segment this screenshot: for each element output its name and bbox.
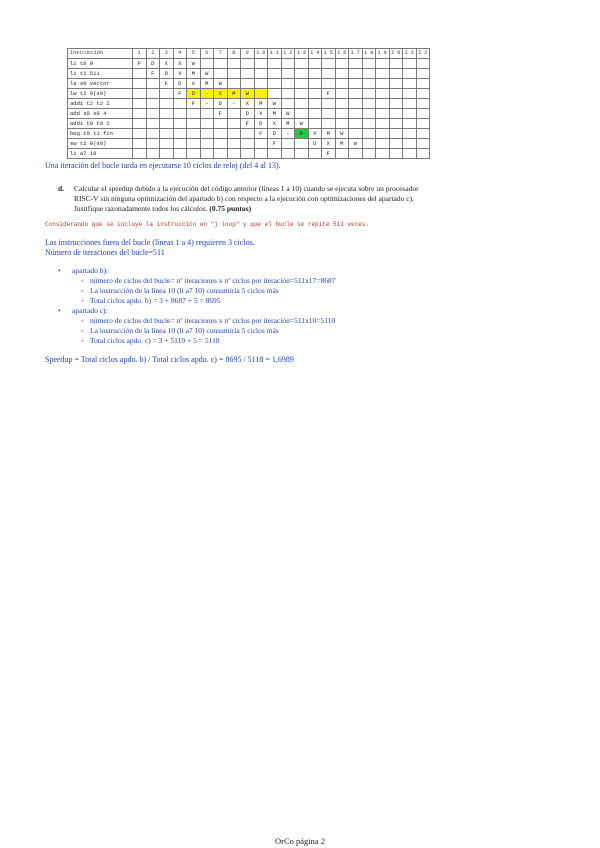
stage-cell (227, 119, 241, 129)
stage-cell (335, 89, 349, 99)
pipeline-header-cycle: 8 (227, 49, 241, 59)
stage-cell (416, 59, 430, 69)
stage-cell (133, 119, 147, 129)
pipeline-header-cycle: 4 (173, 49, 187, 59)
stage-cell: F (187, 99, 201, 109)
stage-cell (308, 119, 322, 129)
stage-cell (322, 79, 336, 89)
stage-cell (403, 129, 417, 139)
stage-cell (133, 139, 147, 149)
stage-cell: D (241, 109, 255, 119)
stage-cell (187, 129, 201, 139)
stage-cell (376, 149, 390, 159)
stage-cell (200, 149, 214, 159)
stage-cell: X (241, 99, 255, 109)
intro-line-1: Las instrucciones fuera del bucle (líneas 1 a 4) requieren 3 ciclos. (45, 238, 255, 247)
stage-cell (335, 99, 349, 109)
stage-cell (281, 149, 295, 159)
stage-cell: M (268, 109, 282, 119)
pipeline-header-cycle: 5 (187, 49, 201, 59)
stage-cell: D (308, 139, 322, 149)
stage-cell (146, 149, 160, 159)
stage-cell: F (254, 129, 268, 139)
stage-cell (133, 79, 147, 89)
stage-cell: F (173, 89, 187, 99)
stage-cell (295, 149, 309, 159)
stage-cell (227, 129, 241, 139)
stage-cell: W (214, 79, 228, 89)
stage-cell (254, 89, 268, 99)
stage-cell: X (173, 59, 187, 69)
stage-cell (362, 129, 376, 139)
stage-cell (403, 119, 417, 129)
stage-cell (160, 119, 174, 129)
pipeline-row (68, 109, 430, 119)
pipeline-header-cycle: 1 6 (335, 49, 349, 59)
pipeline-header-cycle: 2 (146, 49, 160, 59)
stage-cell (376, 99, 390, 109)
stage-cell (160, 109, 174, 119)
stage-cell (416, 119, 430, 129)
stage-cell (295, 59, 309, 69)
stage-cell (389, 79, 403, 89)
stage-cell (200, 109, 214, 119)
stage-cell (214, 119, 228, 129)
stage-cell (268, 89, 282, 99)
pipeline-header-cycle: 1 3 (295, 49, 309, 59)
pipeline-row (68, 119, 430, 129)
stage-cell (389, 149, 403, 159)
instruction-cell: beq t0 t1 fin (68, 129, 133, 139)
speedup-line: Speedup = Total ciclos apdo. b) / Total ciclos apdo. c) = 8695 / 5118 = 1,6989 (45, 355, 294, 364)
stage-cell (349, 109, 363, 119)
stage-cell (254, 69, 268, 79)
stage-cell (281, 89, 295, 99)
stage-cell: X (214, 89, 228, 99)
stage-cell (389, 109, 403, 119)
instruction-cell: add s0 s0 4 (68, 109, 133, 119)
stage-cell (268, 79, 282, 89)
pipeline-row (68, 59, 430, 69)
stage-cell (295, 109, 309, 119)
stage-cell (146, 119, 160, 129)
stage-cell (295, 79, 309, 89)
stage-cell (146, 109, 160, 119)
stage-cell (403, 59, 417, 69)
stage-cell (214, 149, 228, 159)
stage-cell (227, 69, 241, 79)
sub-item: ◦ La instrucción de la línea 10 (li a7 10) consumiría 5 ciclos más (72, 286, 336, 296)
stage-cell (187, 149, 201, 159)
stage-cell (376, 79, 390, 89)
stage-cell: - (281, 129, 295, 139)
sub-item: ◦ Total ciclos apdo. c) = 3 + 5110 + 5 = 5118 (72, 336, 336, 346)
stage-cell: W (187, 59, 201, 69)
stage-cell (173, 99, 187, 109)
stage-cell (376, 89, 390, 99)
stage-cell: D (254, 119, 268, 129)
stage-cell (403, 139, 417, 149)
sub-item: ◦ La instrucción de la línea 10 (li a7 10) consumiría 5 ciclos más (72, 326, 336, 336)
stage-cell (335, 69, 349, 79)
stage-cell (227, 79, 241, 89)
stage-cell (376, 69, 390, 79)
stage-cell (146, 139, 160, 149)
stage-cell (349, 119, 363, 129)
stage-cell: W (200, 69, 214, 79)
stage-cell (200, 119, 214, 129)
stage-cell (160, 89, 174, 99)
stage-cell (133, 89, 147, 99)
pipeline-row (68, 99, 430, 109)
stage-cell (227, 149, 241, 159)
stage-cell (335, 79, 349, 89)
stage-cell (362, 79, 376, 89)
stage-cell (322, 109, 336, 119)
pipeline-header-cycle: 1 8 (362, 49, 376, 59)
stage-cell (200, 139, 214, 149)
stage-cell (376, 109, 390, 119)
stage-cell (160, 139, 174, 149)
stage-cell (254, 149, 268, 159)
stage-cell (376, 139, 390, 149)
stage-cell: W (268, 99, 282, 109)
stage-cell (173, 149, 187, 159)
stage-cell: F (133, 59, 147, 69)
sub-item: ◦ número de ciclos del bucle= nº iteraciones x nº ciclos por iteración=511x17=8687 (72, 276, 336, 286)
stage-cell (214, 129, 228, 139)
stage-cell (335, 109, 349, 119)
stage-cell (322, 119, 336, 129)
pipeline-header-cycle: 2 0 (389, 49, 403, 59)
stage-cell: M (335, 139, 349, 149)
pipeline-header-cycle: 2 1 (403, 49, 417, 59)
stage-cell (200, 59, 214, 69)
pipeline-header-cycle: 1 9 (376, 49, 390, 59)
stage-cell (335, 149, 349, 159)
stage-cell (416, 139, 430, 149)
stage-cell (349, 89, 363, 99)
stage-cell (403, 89, 417, 99)
stage-cell: D (173, 79, 187, 89)
instruction-cell: lw t2 0(s0) (68, 89, 133, 99)
stage-cell (416, 109, 430, 119)
pipeline-header-cycle: 1 7 (349, 49, 363, 59)
pipeline-header-cycle: 7 (214, 49, 228, 59)
stage-cell (173, 129, 187, 139)
stage-cell (214, 69, 228, 79)
stage-cell (416, 89, 430, 99)
stage-cell: W (295, 119, 309, 129)
stage-cell (173, 119, 187, 129)
stage-cell (295, 99, 309, 109)
bullet-apartado-c (58, 306, 336, 346)
stage-cell (146, 99, 160, 109)
stage-cell (308, 99, 322, 109)
stage-cell (214, 139, 228, 149)
stage-cell (335, 59, 349, 69)
pipeline-row (68, 89, 430, 99)
question-body: Calcular el speedup debido a la ejecución del código anterior (líneas 1 a 10) cuando se ejecuta sobre un procesador RISC-V sin ninguna optimización del apartado b) con respecto a la ejecución con optimizaciones del apartado c). Justifique razonadamente todos los cálculos. (74, 184, 419, 213)
instruction-cell: la s0 vector (68, 79, 133, 89)
stage-cell: D (268, 129, 282, 139)
stage-cell (349, 79, 363, 89)
stage-cell (227, 139, 241, 149)
stage-cell (241, 69, 255, 79)
stage-cell (160, 99, 174, 109)
stage-cell: F (146, 69, 160, 79)
stage-cell (362, 139, 376, 149)
stage-cell: M (254, 99, 268, 109)
stage-cell (227, 59, 241, 69)
stage-cell (146, 89, 160, 99)
pipeline-row (68, 149, 430, 159)
stage-cell: X (254, 109, 268, 119)
stage-cell: M (227, 89, 241, 99)
stage-cell: D (295, 129, 309, 139)
pipeline-row (68, 129, 430, 139)
stage-cell: D (146, 59, 160, 69)
stage-cell (416, 99, 430, 109)
stage-cell (416, 149, 430, 159)
stage-cell (187, 109, 201, 119)
stage-cell (322, 99, 336, 109)
stage-cell (133, 109, 147, 119)
stage-cell (281, 99, 295, 109)
stage-cell: - (200, 99, 214, 109)
stage-cell: D (214, 99, 228, 109)
stage-cell (308, 149, 322, 159)
page-footer: OrCo página 2 (274, 836, 326, 846)
stage-cell (281, 69, 295, 79)
stage-cell (281, 139, 295, 149)
stage-cell: F (322, 89, 336, 99)
sub-item: ◦ número de ciclos del bucle= nº iteraciones x nº ciclos por iteración=511x10=5110 (72, 316, 336, 326)
stage-cell: W (335, 129, 349, 139)
pipeline-header-cycle: 1 4 (308, 49, 322, 59)
stage-cell (389, 69, 403, 79)
pipeline-header-cycle: 1 2 (281, 49, 295, 59)
stage-cell (416, 79, 430, 89)
stage-cell (403, 69, 417, 79)
pipeline-header-cycle: 1 (133, 49, 147, 59)
stage-cell: X (173, 69, 187, 79)
bullet-label: apartado b): (72, 266, 109, 275)
stage-cell (403, 79, 417, 89)
stage-cell (308, 79, 322, 89)
stage-cell: W (281, 109, 295, 119)
stage-cell (362, 119, 376, 129)
stage-cell (254, 139, 268, 149)
stage-cell: D (187, 89, 201, 99)
instruction-cell: addi t0 t0 1 (68, 119, 133, 129)
stage-cell (268, 149, 282, 159)
stage-cell: M (322, 129, 336, 139)
stage-cell: F (160, 79, 174, 89)
stage-cell (362, 59, 376, 69)
instruction-cell: li t1 511 (68, 69, 133, 79)
stage-cell (403, 109, 417, 119)
pipeline-header-row (68, 49, 430, 59)
stage-cell: D (160, 69, 174, 79)
instruction-cell: sw t2 0(s0) (68, 139, 133, 149)
stage-cell: X (160, 59, 174, 69)
stage-cell (254, 79, 268, 89)
stage-cell (241, 139, 255, 149)
stage-cell (146, 79, 160, 89)
stage-cell (376, 129, 390, 139)
stage-cell: X (322, 139, 336, 149)
pipeline-table (67, 48, 430, 159)
pipeline-header-cycle: 2 2 (416, 49, 430, 59)
pipeline-header-cycle: 1 0 (254, 49, 268, 59)
stage-cell (160, 129, 174, 139)
stage-cell (241, 129, 255, 139)
stage-cell (349, 129, 363, 139)
stage-cell (133, 99, 147, 109)
iteration-note: Una iteración del bucle tarda en ejecutarse 10 ciclos de reloj (del 4 al 13). (45, 161, 281, 170)
pipeline-header-cycle: 6 (200, 49, 214, 59)
stage-cell (308, 109, 322, 119)
stage-cell (308, 89, 322, 99)
stage-cell (241, 79, 255, 89)
stage-cell: M (200, 79, 214, 89)
stage-cell (241, 59, 255, 69)
stage-cell (389, 89, 403, 99)
stage-cell (349, 99, 363, 109)
pipeline-row (68, 139, 430, 149)
stage-cell (362, 109, 376, 119)
stage-cell (133, 69, 147, 79)
stage-cell (376, 119, 390, 129)
stage-cell (200, 129, 214, 139)
instruction-cell: li a7 10 (68, 149, 133, 159)
stage-cell (335, 119, 349, 129)
pipeline-row (68, 79, 430, 89)
stage-cell (389, 59, 403, 69)
pipeline-header-cycle: 1 1 (268, 49, 282, 59)
stage-cell (146, 129, 160, 139)
stage-cell (389, 99, 403, 109)
stage-cell (268, 69, 282, 79)
instruction-cell: li t0 0 (68, 59, 133, 69)
question-points: (0.75 puntos) (209, 204, 252, 213)
stage-cell (349, 149, 363, 159)
bullet-label: apartado c): (72, 306, 108, 315)
stage-cell (308, 69, 322, 79)
question-text (74, 184, 428, 214)
stage-cell (295, 89, 309, 99)
stage-cell (403, 149, 417, 159)
stage-cell (254, 59, 268, 69)
stage-cell (133, 149, 147, 159)
stage-cell (362, 99, 376, 109)
stage-cell: F (268, 139, 282, 149)
stage-cell: M (281, 119, 295, 129)
stage-cell: X (268, 119, 282, 129)
stage-cell (362, 89, 376, 99)
stage-cell (214, 59, 228, 69)
stage-cell (376, 59, 390, 69)
stage-cell (160, 149, 174, 159)
stage-cell (322, 69, 336, 79)
bullet-list (58, 266, 336, 346)
stage-cell: - (200, 89, 214, 99)
stage-cell (173, 139, 187, 149)
pipeline-header-instruction: Instrucción (68, 49, 133, 59)
stage-cell: W (241, 89, 255, 99)
stage-cell (281, 79, 295, 89)
stage-cell (308, 59, 322, 69)
stage-cell (389, 129, 403, 139)
stage-cell: X (308, 129, 322, 139)
stage-cell (389, 139, 403, 149)
stage-cell (295, 69, 309, 79)
stage-cell (403, 99, 417, 109)
stage-cell (133, 129, 147, 139)
instruction-cell: addi t2 t2 2 (68, 99, 133, 109)
stage-cell: X (187, 79, 201, 89)
stage-cell: M (187, 69, 201, 79)
stage-cell: F (322, 149, 336, 159)
stage-cell: W (349, 139, 363, 149)
stage-cell (362, 149, 376, 159)
pipeline-row (68, 69, 430, 79)
stage-cell (268, 59, 282, 69)
stage-cell (173, 109, 187, 119)
bullet-apartado-b (58, 266, 336, 306)
sub-item: ◦ Total ciclos apdo. b) = 3 + 8687 + 5 = 8695 (72, 296, 336, 306)
stage-cell (227, 109, 241, 119)
pipeline-header-cycle: 3 (160, 49, 174, 59)
question-letter: d. (58, 184, 65, 193)
stage-cell (349, 69, 363, 79)
stage-cell (295, 139, 309, 149)
intro-line-2: Número de iteraciones del bucle=511 (45, 248, 165, 257)
pipeline-header-cycle: 9 (241, 49, 255, 59)
stage-cell (241, 149, 255, 159)
pipeline-header-cycle: 1 5 (322, 49, 336, 59)
stage-cell (349, 59, 363, 69)
stage-cell: - (227, 99, 241, 109)
stage-cell (416, 129, 430, 139)
red-note: Considerando que se incluye la instrucción en "j loop" y que el bucle se repite 511 veces. (45, 221, 370, 228)
stage-cell (362, 69, 376, 79)
stage-cell (322, 59, 336, 69)
stage-cell: F (214, 109, 228, 119)
stage-cell (416, 69, 430, 79)
stage-cell: F (241, 119, 255, 129)
stage-cell (281, 59, 295, 69)
stage-cell (187, 139, 201, 149)
stage-cell (389, 119, 403, 129)
stage-cell (187, 119, 201, 129)
